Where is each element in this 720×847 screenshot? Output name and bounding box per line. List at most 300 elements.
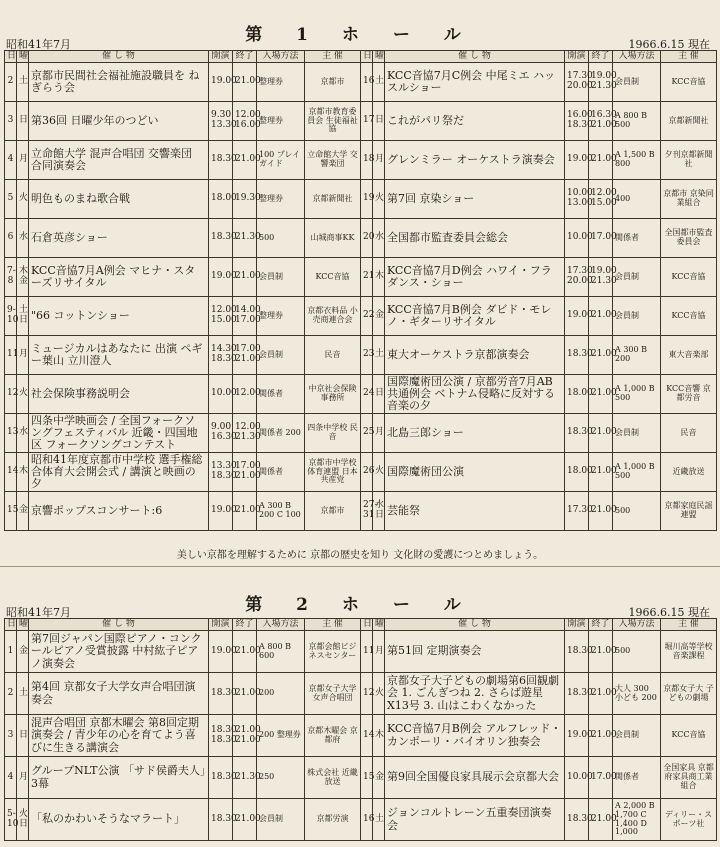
weekday-cell: 月 xyxy=(373,414,385,453)
table-row xyxy=(5,799,361,841)
start-time-cell: 19.00 xyxy=(209,63,233,102)
end-time-cell: 21.00 xyxy=(233,63,257,102)
day-cell: 19 xyxy=(361,180,373,219)
start-time-cell: 18.30 xyxy=(209,757,233,799)
table-row xyxy=(5,414,361,453)
event-cell: これがパリ祭だ xyxy=(385,102,565,141)
column-header: 主 催 xyxy=(661,51,717,63)
table-row xyxy=(361,453,717,492)
end-time-cell: 21.00 xyxy=(589,715,613,757)
weekday-cell: 金 xyxy=(17,492,29,531)
admission-cell: A 800 B 500 xyxy=(613,102,661,141)
hall2-right-table xyxy=(360,618,717,841)
column-header: 催 し 物 xyxy=(385,619,565,631)
column-header: 終了 xyxy=(233,619,257,631)
event-cell: 芸能祭 xyxy=(385,492,565,531)
event-cell: 国際魔術団公演 xyxy=(385,453,565,492)
day-cell: 15 xyxy=(361,757,373,799)
event-cell: ミュージカルはあなたに 出演 ペギー葉山 立川澄人 xyxy=(29,336,209,375)
start-time-cell: 17.30 20.00 xyxy=(565,258,589,297)
column-header: 催 し 物 xyxy=(29,51,209,63)
event-cell: 石倉英彦ショー xyxy=(29,219,209,258)
organizer-cell: 京都市中学校体育連盟 日本共産党 xyxy=(305,453,361,492)
organizer-cell: 全国家具 京都府家具商工業組合 xyxy=(661,757,717,799)
weekday-cell: 木 xyxy=(373,715,385,757)
end-time-cell: 14.00 17.00 xyxy=(233,297,257,336)
event-cell: 北島三郎ショー xyxy=(385,414,565,453)
start-time-cell: 18.30 18.30 xyxy=(209,715,233,757)
table-row xyxy=(361,141,717,180)
weekday-cell: 月 xyxy=(17,336,29,375)
weekday-cell: 金 xyxy=(373,757,385,799)
start-time-cell: 18.30 xyxy=(209,673,233,715)
hall1-asof: 1966.6.15 現在 xyxy=(628,38,710,51)
admission-cell: 会員制 xyxy=(613,715,661,757)
end-time-cell: 21.00 xyxy=(589,141,613,180)
end-time-cell: 17.00 21.00 xyxy=(233,453,257,492)
organizer-cell: 京都市教育委員会 生徒福祉協 xyxy=(305,102,361,141)
admission-cell: 会員制 xyxy=(613,414,661,453)
organizer-cell: 山城商事KK xyxy=(305,219,361,258)
day-cell: 23 xyxy=(361,336,373,375)
end-time-cell: 21.00 xyxy=(233,141,257,180)
table-row xyxy=(5,453,361,492)
table-row xyxy=(5,673,361,715)
organizer-cell: 民音 xyxy=(661,414,717,453)
weekday-cell: 月 xyxy=(17,141,29,180)
day-cell: 2 xyxy=(5,673,17,715)
column-header: 主 催 xyxy=(305,619,361,631)
admission-cell: A 1,000 B 500 xyxy=(613,375,661,414)
start-time-cell: 19.00 xyxy=(209,258,233,297)
hall1-title: 第 1 ホ ー ル xyxy=(245,25,475,45)
hall2-title: 第 2 ホ ー ル xyxy=(245,595,475,615)
table-row xyxy=(5,492,361,531)
event-cell: KCC音協7月A例会 マヒナ・スターズリサイタル xyxy=(29,258,209,297)
table-row xyxy=(5,631,361,673)
organizer-cell: KCC音響 京都労音 xyxy=(661,375,717,414)
table-row xyxy=(5,757,361,799)
table-row xyxy=(361,375,717,414)
organizer-cell: KCC音協 xyxy=(661,297,717,336)
table-row xyxy=(361,757,717,799)
day-cell: 20 xyxy=(361,219,373,258)
organizer-cell: 東大音楽部 xyxy=(661,336,717,375)
table-row xyxy=(361,180,717,219)
table-row xyxy=(5,180,361,219)
weekday-cell: 土日 xyxy=(17,297,29,336)
start-time-cell: 18.30 xyxy=(565,414,589,453)
end-time-cell: 21.00 xyxy=(589,297,613,336)
hall1-footer-message: 美しい京都を理解するために 京都の歴史を知り 文化財の愛護につとめましょう。 xyxy=(176,550,544,561)
end-time-cell: 12.00 15.00 xyxy=(589,180,613,219)
column-header: 入場方法 xyxy=(257,51,305,63)
organizer-cell: KCC音協 xyxy=(661,258,717,297)
event-cell: 第4回 京都女子大学女声合唱団演奏会 xyxy=(29,673,209,715)
column-header: 主 催 xyxy=(661,619,717,631)
admission-cell: 関係者 200 xyxy=(257,414,305,453)
end-time-cell: 21.00 xyxy=(233,631,257,673)
start-time-cell: 19.00 xyxy=(565,297,589,336)
day-cell: 13 xyxy=(5,414,17,453)
admission-cell: 整理券 xyxy=(257,63,305,102)
admission-cell: 関係者 xyxy=(613,219,661,258)
day-cell: 14 xyxy=(361,715,373,757)
table-row xyxy=(5,141,361,180)
organizer-cell: KCC音協 xyxy=(661,63,717,102)
organizer-cell: 四条中学校 民音 xyxy=(305,414,361,453)
admission-cell: 整理券 xyxy=(257,297,305,336)
admission-cell: 関係者 xyxy=(257,375,305,414)
start-time-cell: 13.30 18.30 xyxy=(209,453,233,492)
day-cell: 4 xyxy=(5,757,17,799)
admission-cell: 整理券 xyxy=(257,180,305,219)
start-time-cell: 10.00 xyxy=(565,757,589,799)
hall1-right-header-row xyxy=(361,51,717,63)
weekday-cell: 土 xyxy=(373,799,385,841)
column-header: 曜 xyxy=(373,619,385,631)
day-cell: 12 xyxy=(5,375,17,414)
weekday-cell: 金 xyxy=(17,631,29,673)
day-cell: 7-8 xyxy=(5,258,17,297)
event-cell: 昭和41年度京都市中学校 選手権総合体育大会開会式 / 講演と映画の夕 xyxy=(29,453,209,492)
event-cell: KCC音協7月B例会 ダビド・モレノ・ギターリサイタル xyxy=(385,297,565,336)
event-cell: 東大オーケストラ京都演奏会 xyxy=(385,336,565,375)
admission-cell: 会員制 xyxy=(257,336,305,375)
event-cell: 京都市民間社会福祉施設職員を ねぎらう会 xyxy=(29,63,209,102)
column-header: 日 xyxy=(361,51,373,63)
end-time-cell: 21.00 xyxy=(589,375,613,414)
admission-cell: 500 xyxy=(613,631,661,673)
day-cell: 2 xyxy=(5,63,17,102)
day-cell: 15 xyxy=(5,492,17,531)
weekday-cell: 日 xyxy=(373,102,385,141)
weekday-cell: 日 xyxy=(17,715,29,757)
column-header: 終了 xyxy=(589,619,613,631)
column-header: 終了 xyxy=(233,51,257,63)
start-time-cell: 18.30 xyxy=(209,141,233,180)
end-time-cell: 17.00 xyxy=(589,219,613,258)
hall2-month: 昭和41年7月 xyxy=(6,606,71,619)
weekday-cell: 土 xyxy=(17,63,29,102)
end-time-cell: 21.00 xyxy=(589,799,613,841)
admission-cell: 関係者 xyxy=(257,453,305,492)
table-row xyxy=(5,715,361,757)
start-time-cell: 18.30 xyxy=(209,219,233,258)
table-row xyxy=(361,297,717,336)
end-time-cell: 19.00 21.30 xyxy=(589,63,613,102)
day-cell: 5 xyxy=(5,180,17,219)
end-time-cell: 21.00 21.00 xyxy=(233,715,257,757)
admission-cell: 会員制 xyxy=(613,297,661,336)
day-cell: 12 xyxy=(361,673,373,715)
event-cell: 国際魔術団公演 / 京都労音7月AB共通例会 ベトナム侵略に反対する音楽の夕 xyxy=(385,375,565,414)
organizer-cell: 近畿放送 xyxy=(661,453,717,492)
admission-cell: 整理券 xyxy=(257,102,305,141)
weekday-cell: 木金 xyxy=(17,258,29,297)
column-header: 曜 xyxy=(17,51,29,63)
end-time-cell: 21.00 xyxy=(589,492,613,531)
start-time-cell: 16.00 18.30 xyxy=(565,102,589,141)
column-header: 曜 xyxy=(17,619,29,631)
day-cell: 11 xyxy=(5,336,17,375)
event-cell: 社会保険事務説明会 xyxy=(29,375,209,414)
hall1-left-header-row xyxy=(5,51,361,63)
hall1-month: 昭和41年7月 xyxy=(6,38,71,51)
event-cell: 京都女子大子どもの劇場第6回観劇会 1. ごんぎつね 2. さらば遊星X13号 3. 山はこわくなかった xyxy=(385,673,565,715)
admission-cell: A 300 B 200 C 100 xyxy=(257,492,305,531)
admission-cell: 500 xyxy=(613,492,661,531)
day-cell: 22 xyxy=(361,297,373,336)
organizer-cell: 京都木曜会 京都府 xyxy=(305,715,361,757)
table-row xyxy=(361,414,717,453)
organizer-cell: 京都女子大学 女声合唱団 xyxy=(305,673,361,715)
day-cell: 5-10 xyxy=(5,799,17,841)
event-cell: 立命館大学 混声合唱団 交響楽団 合同演奏会 xyxy=(29,141,209,180)
end-time-cell: 21.00 xyxy=(589,631,613,673)
event-cell: 第36回 日曜少年のつどい xyxy=(29,102,209,141)
admission-cell: A 300 B 200 xyxy=(613,336,661,375)
start-time-cell: 18.30 xyxy=(565,799,589,841)
weekday-cell: 月 xyxy=(373,631,385,673)
admission-cell: A 1,500 B 800 xyxy=(613,141,661,180)
table-row xyxy=(361,799,717,841)
event-cell: 第7回 京染ショー xyxy=(385,180,565,219)
event-cell: ジョンコルトレーン五重奏団演奏会 xyxy=(385,799,565,841)
admission-cell: 400 xyxy=(613,180,661,219)
day-cell: 6 xyxy=(5,219,17,258)
table-row xyxy=(361,63,717,102)
weekday-cell: 木 xyxy=(373,258,385,297)
event-cell: KCC音協7月B例会 アルフレッド・カンポーリ・バイオリン独奏会 xyxy=(385,715,565,757)
weekday-cell: 火 xyxy=(17,180,29,219)
hall1-left-table xyxy=(4,50,361,531)
admission-cell: 会員制 xyxy=(257,258,305,297)
hall2-left-header-row xyxy=(5,619,361,631)
organizer-cell: KCC音協 xyxy=(661,715,717,757)
column-header: 入場方法 xyxy=(613,619,661,631)
organizer-cell: 全国都市監査委員会 xyxy=(661,219,717,258)
organizer-cell: 京都市 xyxy=(305,492,361,531)
column-header: 入場方法 xyxy=(613,51,661,63)
column-header: 開演 xyxy=(209,51,233,63)
day-cell: 3 xyxy=(5,102,17,141)
start-time-cell: 10.00 13.00 xyxy=(565,180,589,219)
start-time-cell: 18.30 xyxy=(565,336,589,375)
column-header: 催 し 物 xyxy=(385,51,565,63)
start-time-cell: 18.00 xyxy=(209,180,233,219)
day-cell: 14 xyxy=(5,453,17,492)
weekday-cell: 月 xyxy=(373,141,385,180)
column-header: 催 し 物 xyxy=(29,619,209,631)
day-cell: 24 xyxy=(361,375,373,414)
end-time-cell: 19.30 xyxy=(233,180,257,219)
table-row xyxy=(5,102,361,141)
organizer-cell: 京都衣料品 小売商連合会 xyxy=(305,297,361,336)
organizer-cell: 夕刊京都新聞社 xyxy=(661,141,717,180)
event-cell: 第9回全国優良家具展示会京都大会 xyxy=(385,757,565,799)
event-cell: 混声合唱団 京都木曜会 第8回定期演奏会 / 青少年の心を育てよう喜びに生きる講演会 xyxy=(29,715,209,757)
organizer-cell: 京都市 京染同業組合 xyxy=(661,180,717,219)
table-row xyxy=(5,375,361,414)
day-cell: 21 xyxy=(361,258,373,297)
organizer-cell: 民音 xyxy=(305,336,361,375)
start-time-cell: 9.30 13.30 xyxy=(209,102,233,141)
weekday-cell: 水日 xyxy=(373,492,385,531)
event-cell: 明色ものまね歌合戦 xyxy=(29,180,209,219)
end-time-cell: 12.00 xyxy=(233,375,257,414)
admission-cell: 200 xyxy=(257,673,305,715)
admission-cell: 500 xyxy=(257,219,305,258)
event-cell: 第51回 定期演奏会 xyxy=(385,631,565,673)
weekday-cell: 木 xyxy=(17,453,29,492)
day-cell: 9-10 xyxy=(5,297,17,336)
day-cell: 26 xyxy=(361,453,373,492)
end-time-cell: 21.00 xyxy=(589,414,613,453)
day-cell: 1 xyxy=(5,631,17,673)
start-time-cell: 10.00 xyxy=(209,375,233,414)
event-cell: 全国都市監査委員会総会 xyxy=(385,219,565,258)
day-cell: 3 xyxy=(5,715,17,757)
start-time-cell: 10.00 xyxy=(565,219,589,258)
admission-cell: 100 プレイガイド xyxy=(257,141,305,180)
column-header: 日 xyxy=(5,619,17,631)
event-cell: 四条中学映画会 / 全国フォークソングフェスティバル 近畿・四国地区 フォークソングコンテスト xyxy=(29,414,209,453)
organizer-cell: 京都新聞社 xyxy=(305,180,361,219)
column-header: 日 xyxy=(361,619,373,631)
weekday-cell: 水 xyxy=(373,219,385,258)
admission-cell: A 2,000 B 1,700 C 1,400 D 1,000 xyxy=(613,799,661,841)
weekday-cell: 火日 xyxy=(17,799,29,841)
organizer-cell: ディリー・スポーツ社 xyxy=(661,799,717,841)
weekday-cell: 土 xyxy=(373,63,385,102)
end-time-cell: 21.00 xyxy=(233,492,257,531)
weekday-cell: 土 xyxy=(17,673,29,715)
organizer-cell: 京都市 xyxy=(305,63,361,102)
day-cell: 25 xyxy=(361,414,373,453)
hall1-right-table xyxy=(360,50,717,531)
organizer-cell: 中京社会保険事務所 xyxy=(305,375,361,414)
table-row xyxy=(361,102,717,141)
start-time-cell: 17.30 xyxy=(565,492,589,531)
end-time-cell: 21.00 xyxy=(589,673,613,715)
weekday-cell: 金 xyxy=(373,297,385,336)
organizer-cell: 立命館大学 交響楽団 xyxy=(305,141,361,180)
start-time-cell: 18.00 xyxy=(565,453,589,492)
start-time-cell: 18.00 xyxy=(565,375,589,414)
end-time-cell: 17.00 xyxy=(589,757,613,799)
table-row xyxy=(361,492,717,531)
hall2-left-table xyxy=(4,618,361,841)
event-cell: "66 コットンショー xyxy=(29,297,209,336)
section-divider xyxy=(0,566,720,567)
start-time-cell: 19.00 xyxy=(565,141,589,180)
hall2-asof: 1966.6.15 現在 xyxy=(628,606,710,619)
weekday-cell: 火 xyxy=(17,375,29,414)
organizer-cell: 京都労演 xyxy=(305,799,361,841)
admission-cell: 会員制 xyxy=(257,799,305,841)
table-row xyxy=(361,258,717,297)
table-row xyxy=(361,219,717,258)
organizer-cell: 京都新聞社 xyxy=(661,102,717,141)
end-time-cell: 16.30 21.00 xyxy=(589,102,613,141)
event-cell: 京響ポップスコンサート:6 xyxy=(29,492,209,531)
column-header: 終了 xyxy=(589,51,613,63)
day-cell: 18 xyxy=(361,141,373,180)
organizer-cell: 株式会社 近畿放送 xyxy=(305,757,361,799)
start-time-cell: 14.30 18.30 xyxy=(209,336,233,375)
weekday-cell: 火 xyxy=(373,673,385,715)
column-header: 日 xyxy=(5,51,17,63)
column-header: 開演 xyxy=(565,619,589,631)
day-cell: 17 xyxy=(361,102,373,141)
start-time-cell: 18.30 xyxy=(565,673,589,715)
admission-cell: 会員制 xyxy=(613,63,661,102)
day-cell: 4 xyxy=(5,141,17,180)
organizer-cell: 京都会館ビジネスセンター xyxy=(305,631,361,673)
start-time-cell: 19.00 xyxy=(209,631,233,673)
end-time-cell: 21.30 xyxy=(233,219,257,258)
weekday-cell: 日 xyxy=(17,102,29,141)
table-row xyxy=(5,63,361,102)
table-row xyxy=(361,631,717,673)
start-time-cell: 19.00 xyxy=(209,492,233,531)
table-row xyxy=(5,258,361,297)
table-row xyxy=(361,715,717,757)
start-time-cell: 9.00 16.30 xyxy=(209,414,233,453)
organizer-cell: 京都女子大 子どもの劇場 xyxy=(661,673,717,715)
end-time-cell: 21.00 xyxy=(233,673,257,715)
end-time-cell: 17.00 21.00 xyxy=(233,336,257,375)
column-header: 開演 xyxy=(209,619,233,631)
day-cell: 16 xyxy=(361,63,373,102)
event-cell: 「私のかわいそうなマラート」 xyxy=(29,799,209,841)
day-cell: 16 xyxy=(361,799,373,841)
event-cell: KCC音協7月C例会 中尾ミエ ハッスルショー xyxy=(385,63,565,102)
admission-cell: 会員制 xyxy=(613,258,661,297)
table-row xyxy=(361,673,717,715)
organizer-cell: 京都家庭民謡連盟 xyxy=(661,492,717,531)
event-cell: グレンミラー オーケストラ演奏会 xyxy=(385,141,565,180)
admission-cell: 大人 300 小ども 200 xyxy=(613,673,661,715)
table-row xyxy=(5,297,361,336)
end-time-cell: 21.00 xyxy=(589,336,613,375)
event-cell: 第7回ジャパン国際ピアノ・コンクールピアノ受賞披露 中村紘子ピアノ演奏会 xyxy=(29,631,209,673)
admission-cell: A 1,000 B 500 xyxy=(613,453,661,492)
end-time-cell: 21.00 xyxy=(589,453,613,492)
start-time-cell: 17.30 20.00 xyxy=(565,63,589,102)
column-header: 開演 xyxy=(565,51,589,63)
column-header: 曜 xyxy=(373,51,385,63)
end-time-cell: 12.00 16.00 xyxy=(233,102,257,141)
start-time-cell: 19.00 xyxy=(565,715,589,757)
start-time-cell: 12.00 15.00 xyxy=(209,297,233,336)
column-header: 主 催 xyxy=(305,51,361,63)
table-row xyxy=(5,219,361,258)
end-time-cell: 21.00 xyxy=(233,258,257,297)
hall2-right-header-row xyxy=(361,619,717,631)
admission-cell: 250 xyxy=(257,757,305,799)
weekday-cell: 月 xyxy=(17,757,29,799)
column-header: 入場方法 xyxy=(257,619,305,631)
admission-cell: 関係者 xyxy=(613,757,661,799)
weekday-cell: 火 xyxy=(373,180,385,219)
start-time-cell: 18.30 xyxy=(565,631,589,673)
weekday-cell: 火 xyxy=(373,453,385,492)
end-time-cell: 19.00 21.30 xyxy=(589,258,613,297)
end-time-cell: 21.30 xyxy=(233,757,257,799)
admission-cell: A 800 B 600 xyxy=(257,631,305,673)
